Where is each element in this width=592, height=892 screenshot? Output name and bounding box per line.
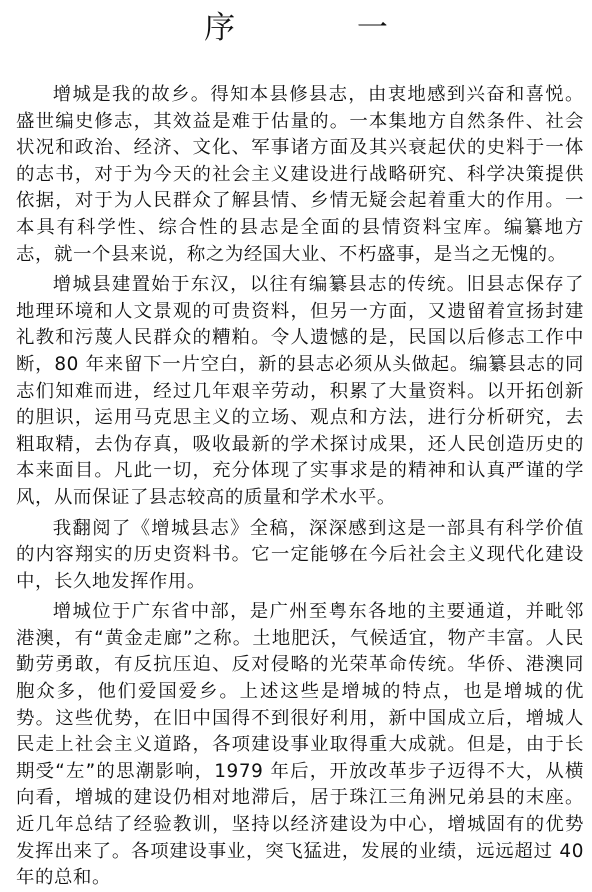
body-text <box>16 82 584 892</box>
paragraph-2: 增城县建置始于东汉，以往有编纂县志的传统。旧县志保存了地理环境和人文景观的可贵资料，但另一方面，又遗留着宣扬封建礼教和污蔑人民群众的糟粕。令人遗憾的是，民国以后修志工作中断，80 年来留下一片空白，新的县志必须从头做起。编纂县志的同志们知难而进，经过几年艰辛劳动，积累了大量资料。以开拓创新的胆识，运用马克思主义的立场、观点和方法，进行分析研究，去粗取精，去伪存真，吸收最新的学术探讨成果，还人民创造历史的本来面目。凡此一切，充分体现了实事求是的精神和认真严谨的学风，从而保证了县志较高的质量和学术水平。 <box>16 274 584 508</box>
page-title: 序 一 <box>204 10 444 46</box>
paragraph-4: 增城位于广东省中部，是广州至粤东各地的主要通道，并毗邻港澳，有“黄金走廊”之称。土地肥沃，气候适宜，物产丰富。人民勤劳勇敢，有反抗压迫、反对侵略的光荣革命传统。华侨、港澳同胞众多，他们爱国爱乡。上述这些是增城的特点，也是增城的优势。这些优势，在旧中国得不到很好利用，新中国成立后，增城人民走上社会主义道路，各项建设事业取得重大成就。但是，由于长期受“左”的思潮影响，1979 年后，开放改革步子迈得不大，从横向看，增城的建设仍相对地滞后，居于珠江三角洲兄弟县的末座。近几年总结了经验教训，坚持以经济建设为中心，增城固有的优势发挥出来了。各项建设事业，突飞猛进，发展的业绩，远远超过 40 年的总和。 <box>16 601 584 889</box>
paragraph-1: 增城是我的故乡。得知本县修县志，由衷地感到兴奋和喜悦。盛世编史修志，其效益是难于估量的。一本集地方自然条件、社会状况和政治、经济、文化、军事诸方面及其兴衰起伏的史料于一体的志书，对于为今天的社会主义建设进行战略研究、科学决策提供依据，对于为人民群众了解县情、乡情无疑会起着重大的作用。一本具有科学性、综合性的县志是全面的县情资料宝库。编纂地方志，就一个县来说，称之为经国大业、不朽盛事，是当之无愧的。 <box>16 84 584 265</box>
paragraph-3: 我翻阅了《增城县志》全稿，深深感到这是一部具有科学价值的内容翔实的历史资料书。它一定能够在今后社会主义现代化建设中，长久地发挥作用。 <box>16 517 584 592</box>
